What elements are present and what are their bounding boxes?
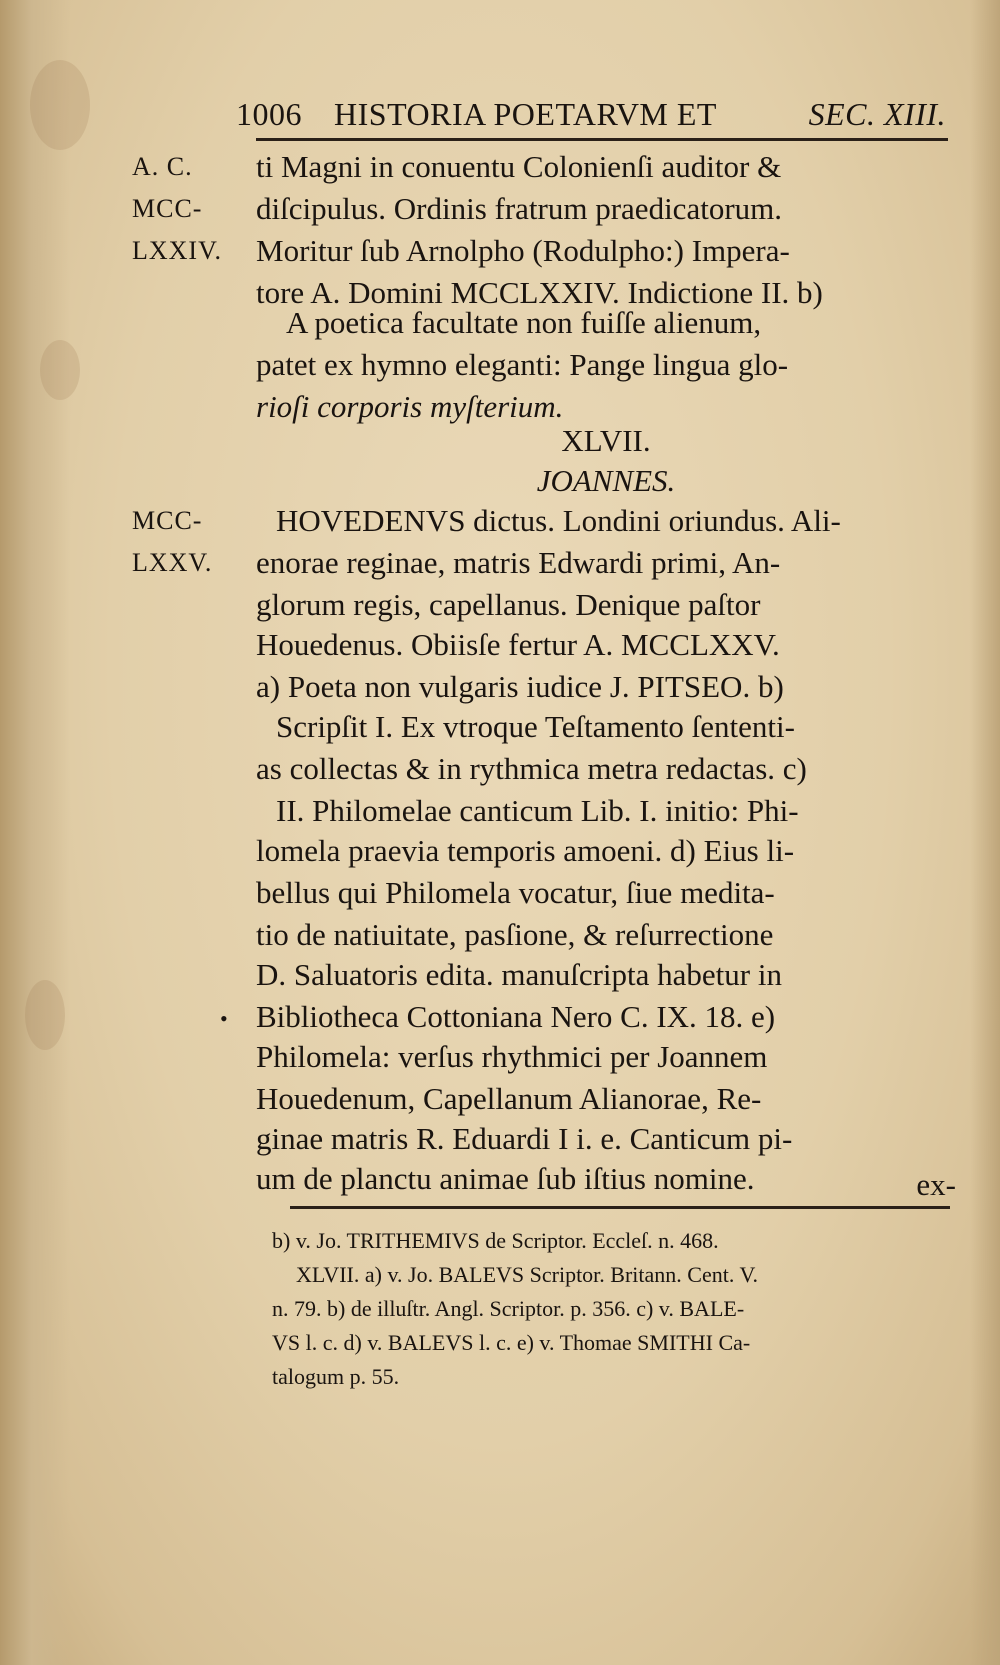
text-line: tio de natiuitate, pasſione, & reſurrectione [256, 917, 774, 952]
header-rule [256, 138, 948, 141]
text-line: lomela praevia temporis amoeni. d) Eius li- [256, 833, 795, 868]
text-line: Houedenum, Capellanum Alianorae, Re- [256, 1081, 762, 1116]
footnote-line: talogum p. 55. [272, 1364, 400, 1389]
footnote-rule [290, 1206, 950, 1209]
text-line: A poetica facultate non fuiſſe alienum, [286, 305, 762, 340]
running-head [236, 96, 946, 136]
text-line: Philomela: verſus rhythmici per Joannem [256, 1039, 768, 1074]
margin-note: A. C. [132, 152, 193, 181]
text-line: a) Poeta non vulgaris iudice J. PITSEO. b) [256, 669, 784, 704]
text-line: Scripſit I. Ex vtroque Teſtamento ſententi- [276, 709, 795, 744]
text-line: tore A. Domini MCCLXXIV. Indictione II. b) [256, 275, 823, 310]
margin-note: MCC- [132, 194, 203, 223]
paper-stain [25, 980, 65, 1050]
text-line: ti Magni in conuentu Colonienſi auditor & [256, 149, 782, 184]
text-line: ginae matris R. Eduardi I i. e. Canticum pi- [256, 1121, 793, 1156]
margin-note: MCC- [132, 506, 203, 535]
footnote-line: n. 79. b) de illuſtr. Angl. Scriptor. p. 356. c) v. BALE- [272, 1296, 745, 1321]
text-line: II. Philomelae canticum Lib. I. initio: Phi- [276, 793, 799, 828]
text-line: Moritur ſub Arnolpho (Rodulpho:) Impera- [256, 233, 790, 268]
text-line: D. Saluatoris edita. manuſcripta habetur in [256, 957, 782, 992]
text-line: patet ex hymno eleganti: Pange lingua glo- [256, 347, 789, 382]
section-number: XLVII. [561, 423, 651, 458]
footnote-line: b) v. Jo. TRITHEMIVS de Scriptor. Eccleſ. n. 468. [272, 1228, 719, 1253]
footnote-line: VS l. c. d) v. BALEVS l. c. e) v. Thomae SMITHI Ca- [272, 1330, 751, 1355]
text-line: diſcipulus. Ordinis fratrum praedicatorum. [256, 191, 783, 226]
text-line: um de planctu animae ſub iſtius nomine. [256, 1161, 755, 1196]
text-line: enorae reginae, matris Edwardi primi, An- [256, 545, 781, 580]
margin-note: LXXIV. [132, 236, 223, 265]
text-line: rioſi corporis myſterium. [256, 389, 564, 424]
text-line: bellus qui Philomela vocatur, ſiue medita- [256, 875, 775, 910]
paper-stain [40, 340, 80, 400]
text-line: glorum regis, capellanus. Denique paſtor [256, 587, 761, 622]
text-line: Houedenus. Obiisſe fertur A. MCCLXXV. [256, 627, 780, 662]
paper-stain [30, 60, 90, 150]
text-line: as collectas & in rythmica metra redactas. c) [256, 751, 807, 786]
running-head-title: HISTORIA POETARVM ET [334, 96, 717, 132]
running-head-section: SEC. XIII. [808, 96, 946, 132]
text-line: Bibliotheca Cottoniana Nero C. IX. 18. e) [256, 999, 776, 1034]
page-number: 1006 [236, 96, 302, 132]
text-line: HOVEDENVS dictus. Londini oriundus. Ali- [276, 503, 841, 538]
footnote-line: XLVII. a) v. Jo. BALEVS Scriptor. Britann. Cent. V. [296, 1262, 758, 1287]
margin-note: LXXV. [132, 548, 213, 577]
entry-name: JOANNES. [536, 463, 676, 498]
catchword: ex- [916, 1167, 956, 1202]
margin-marker: • [220, 1006, 228, 1031]
